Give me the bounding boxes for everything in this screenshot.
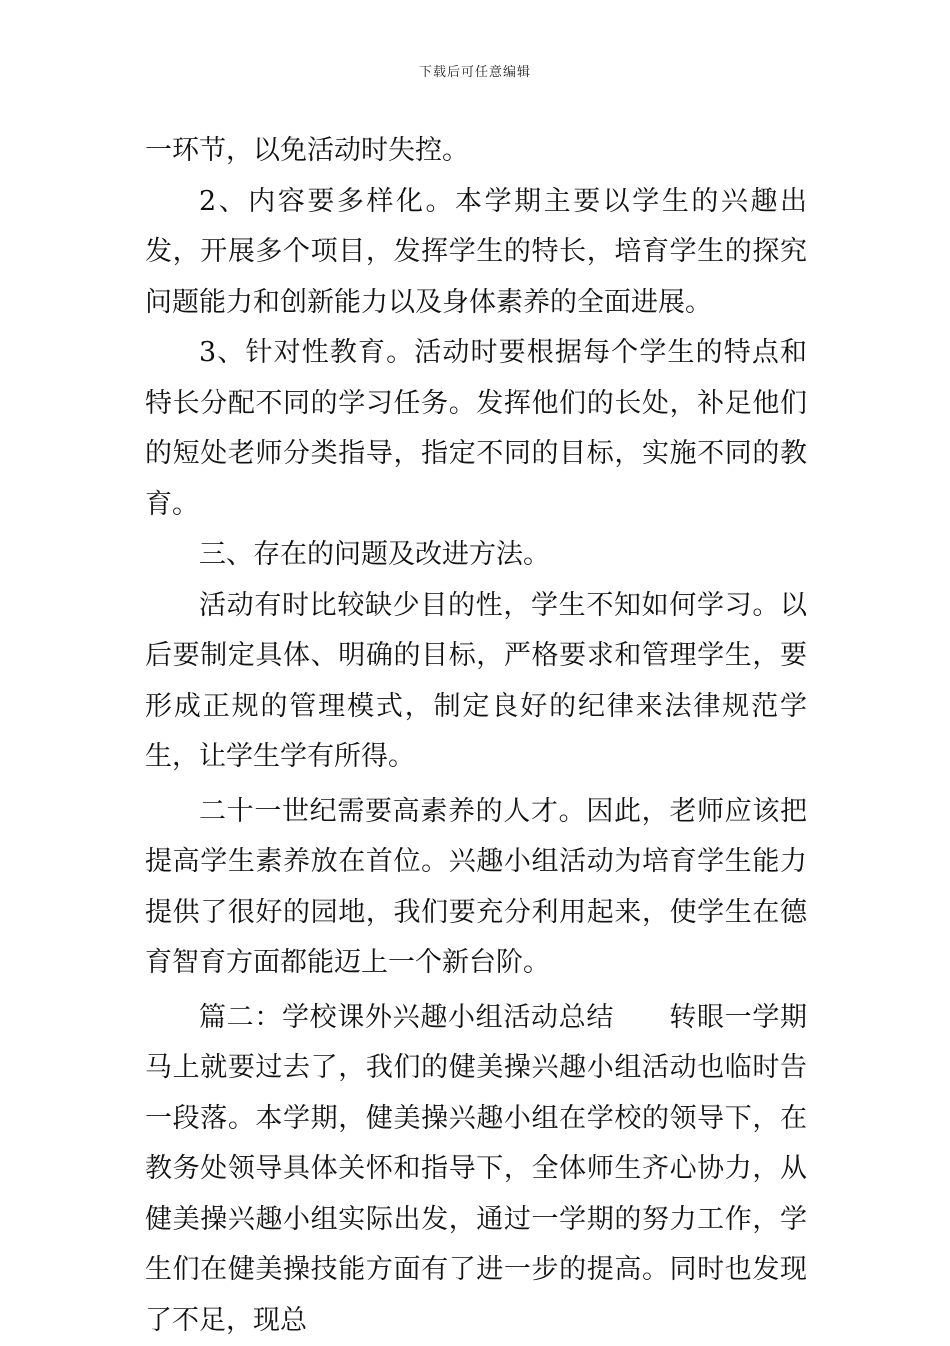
paragraph-conclusion: 二十一世纪需要高素养的人才。因此，老师应该把提高学生素养放在首位。兴趣小组活动为培育学生能力提供了很好的园地，我们要充分利用起来，使学生在德育智育方面都能迈上一个新台阶。 [145, 787, 807, 989]
paragraph-content-variety: 2、内容要多样化。本学期主要以学生的兴趣出发，开展多个项目，发挥学生的特长，培育学生的探究问题能力和创新能力以及身体素养的全面进展。 [145, 177, 807, 329]
paragraph-part-two: 篇二：学校课外兴趣小组活动总结 转眼一学期马上就要过去了，我们的健美操兴趣小组活动也临时告一段落。本学期，健美操兴趣小组在学校的领导下，在教务处领导具体关怀和指导下，全体师生齐心协力，从健美操兴趣小组实际出发，通过一学期的努力工作，学生们在健美操技能方面有了进一步的提高。同时也发现了不足，现总 [145, 993, 807, 1346]
document-body [145, 126, 807, 1346]
paragraph-problems: 活动有时比较缺少目的性，学生不知如何学习。以后要制定具体、明确的目标，严格要求和管理学生，要形成正规的管理模式，制定良好的纪律来法律规范学生，让学生学有所得。 [145, 581, 807, 783]
paragraph-targeted-education: 3、针对性教育。活动时要根据每个学生的特点和特长分配不同的学习任务。发挥他们的长处，补足他们的短处老师分类指导，指定不同的目标，实施不同的教育。 [145, 328, 807, 530]
page-header-note: 下载后可任意编辑 [0, 64, 950, 82]
section-heading-problems: 三、存在的问题及改进方法。 [145, 530, 807, 581]
paragraph-continuation: 一环节，以免活动时失控。 [145, 126, 807, 177]
